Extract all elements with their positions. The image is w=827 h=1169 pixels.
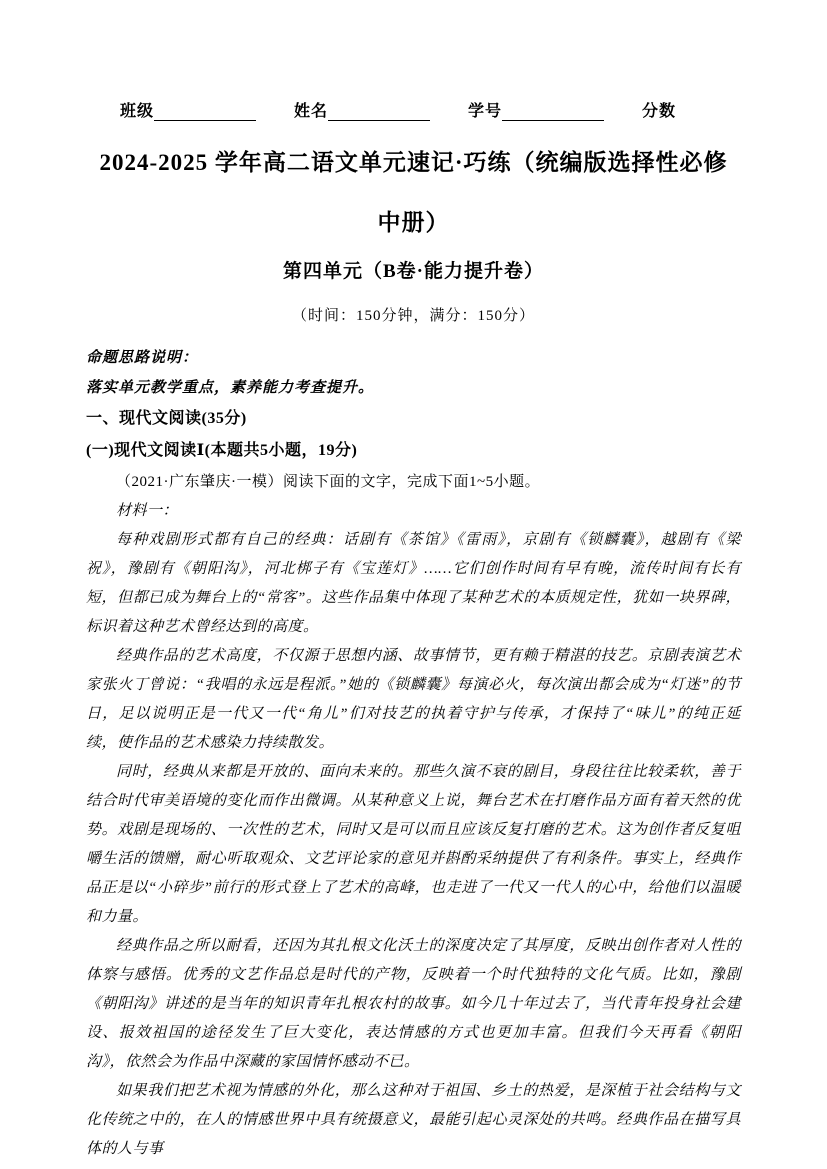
section-heading-modern-reading: 一、现代文阅读(35分) [86,410,247,427]
student-id-label: 学号 [468,103,503,120]
exam-time-info: （时间：150分钟，满分：150分） [291,308,535,324]
subsection-heading-reading-one: (一)现代文阅读Ⅰ(本题共5小题，19分) [86,442,358,459]
class-blank [154,103,256,121]
class-label: 班级 [120,103,155,120]
document-title-line1: 2024-2025 学年高二语文单元速记·巧练（统编版选择性必修 [99,150,728,175]
material-paragraph: 经典作品之所以耐看，还因为其扎根文化沃土的深度决定了其厚度，反映出创作者对人性的体察与感悟。优秀的文艺作品总是时代的产物，反映着一个时代独特的文化气质。比如，豫剧《朝阳沟》讲述的是当年的知识青年扎根农村的故事。如今几十年过去了，当代青年投身社会建设、报效祖国的途径发生了巨大变化，表达情感的方式也更加丰富。但我们今天再看《朝阳沟》，依然会为作品中深藏的家国情怀感动不已。 [86,938,741,1070]
name-field [294,98,430,121]
note-content: 落实单元教学重点，素养能力考查提升。 [86,380,375,396]
material-paragraph: 经典作品的艺术高度，不仅源于思想内涵、故事情节，更有赖于精湛的技艺。京剧表演艺术家张火丁曾说：“我唱的永远是程派。”她的《锁麟囊》每演必火，每次演出都会成为“灯迷”的节日，足以说明正是一代又一代“角儿”们对技艺的执着守护与传承，才保持了“味儿”的纯正延续，使作品的艺术感染力持续散发。 [86,648,741,751]
score-label: 分数 [642,103,677,120]
name-label: 姓名 [294,103,329,120]
name-blank [328,103,430,121]
student-info-line [86,98,741,121]
material-paragraph: 每种戏剧形式都有自己的经典：话剧有《茶馆》《雷雨》，京剧有《锁麟囊》，越剧有《梁祝》，豫剧有《朝阳沟》，河北梆子有《宝莲灯》……它们创作时间有早有晚，流传时间有长有短，但都已成为舞台上的“常客”。这些作品集中体现了某种艺术的本质规定性，犹如一块界碑，标识着这种艺术曾经达到的高度。 [86,532,741,635]
student-id-blank [502,103,604,121]
material-paragraph: 同时，经典从来都是开放的、面向未来的。那些久演不衰的剧目，身段往往比较柔软，善于结合时代审美语境的变化而作出微调。从某种意义上说，舞台艺术在打磨作品方面有着天然的优势。戏剧是现场的、一次性的艺术，同时又是可以而且应该反复打磨的艺术。这为创作者反复咀嚼生活的馈赠，耐心听取观众、文艺评论家的意见并斟酌采纳提供了有利条件。事实上，经典作品正是以“小碎步”前行的形式登上了艺术的高峰，也走进了一代又一代人的心中，给他们以温暖和力量。 [86,764,741,925]
reading-instruction: （2021·广东肇庆·一模）阅读下面的文字，完成下面1~5小题。 [116,474,541,490]
material-paragraph: 如果我们把艺术视为情感的外化，那么这种对于祖国、乡土的热爱，是深植于社会结构与文化传统之中的，在人的情感世界中具有统摄意义，最能引起心灵深处的共鸣。经典作品在描写具体的人与事 [86,1083,741,1157]
material-label: 材料一： [116,503,179,519]
notes-block [86,343,741,403]
class-field [120,98,256,121]
document-title [86,133,741,253]
document-title-line2: 中册） [377,210,450,235]
unit-subtitle: 第四单元（B卷·能力提升卷） [282,261,544,282]
student-id-field [468,98,604,121]
note-heading: 命题思路说明： [86,350,199,366]
score-field [642,98,676,121]
